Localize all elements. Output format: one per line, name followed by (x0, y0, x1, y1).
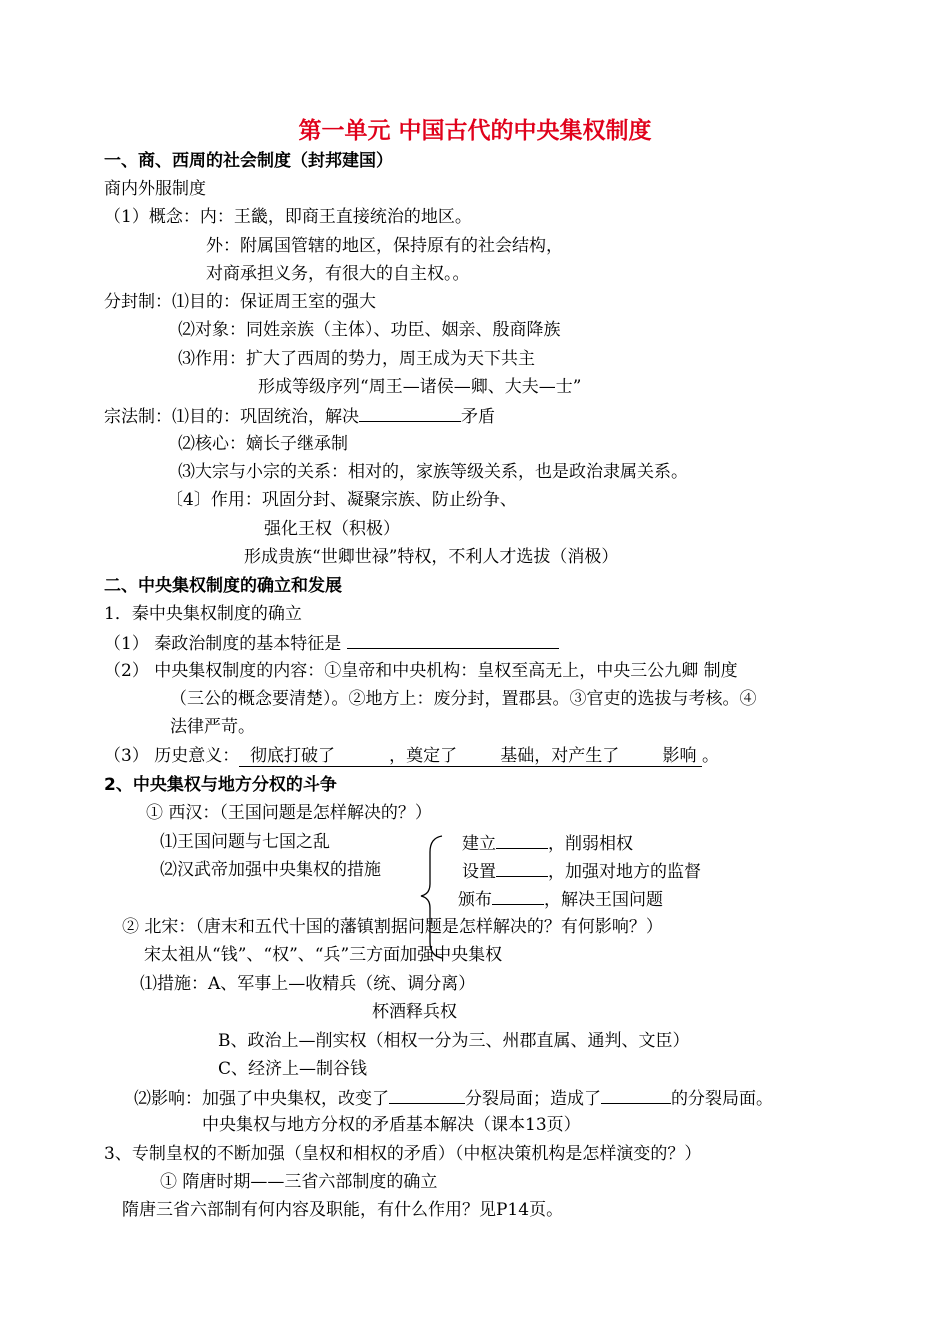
text-line: 形成贵族“世卿世禄”特权，不利人才选拔（消极） (244, 547, 619, 567)
text-line: ① 西汉：（王国问题是怎样解决的？） (146, 803, 432, 823)
text-line (462, 831, 633, 855)
text-line: B、政治上—削实权（相权一分为三、州郡直属、通判、文臣） (218, 1031, 690, 1051)
text-line: （2） 中央集权制度的内容：①皇帝和中央机构：皇权至高无上，中央三公九卿 制度 (104, 661, 738, 681)
text-line: ⑵核心：嫡长子继承制 (178, 434, 348, 454)
text-line: （三公的概念要清楚）。②地方上：废分封，置郡县。③官吏的选拔与考核。④ (170, 689, 757, 709)
text-line: ⑶作用：扩大了西周的势力，周王成为天下共主 (178, 349, 535, 369)
underlined-text: 彻底打破了 ，奠定了 基础，对产生了 影响 (239, 746, 702, 766)
text-line: 商内外服制度 (104, 179, 206, 199)
text-line (104, 631, 559, 655)
text-line: ⑴王国问题与七国之乱 (160, 832, 330, 852)
text-segment: 。 (701, 746, 719, 766)
text-line: 中央集权与地方分权的矛盾基本解决（课本13页） (202, 1115, 581, 1135)
section-2-heading: 二、中央集权制度的确立和发展 (104, 576, 342, 596)
text-line: ⑵汉武帝加强中央集权的措施 (160, 860, 381, 880)
text-line: 法律严苛。 (170, 717, 255, 737)
text-line: 对商承担义务，有很大的自主权。。 (206, 264, 470, 284)
text-segment: ，加强对地方的监督 (548, 862, 701, 882)
section-1-heading: 一、商、西周的社会制度（封邦建国） (104, 151, 393, 171)
text-line: 杯酒释兵权 (372, 1002, 457, 1022)
text-segment: （3） 历史意义： (104, 746, 240, 766)
fill-blank (601, 1086, 671, 1104)
text-line (104, 745, 719, 767)
text-line (134, 1086, 773, 1110)
text-line: 强化王权（积极） (264, 519, 400, 539)
text-line: 3、专制皇权的不断加强（皇权和相权的矛盾）（中枢决策机构是怎样演变的？） (104, 1144, 702, 1164)
text-line: C、经济上—制谷钱 (218, 1059, 368, 1079)
fill-blank (347, 631, 559, 649)
fill-blank (496, 831, 548, 849)
text-line: ② 北宋：（唐末和五代十国的藩镇割据问题是怎样解决的？有何影响？） (122, 917, 663, 937)
section-3-heading: 2、中央集权与地方分权的斗争 (104, 775, 337, 795)
text-line: （1）概念：内：王畿，即商王直接统治的地区。 (104, 207, 472, 227)
fill-blank (492, 887, 544, 905)
text-line: 〔4〕作用：巩固分封、凝聚宗族、防止纷争、 (166, 490, 517, 510)
text-line: ⑵对象：同姓亲族（主体）、功臣、姻亲、殷商降族 (178, 320, 561, 340)
text-segment: （1） 秦政治制度的基本特征是 (104, 634, 342, 654)
text-line: ⑴措施：A、军事上—收精兵（统、调分离） (140, 974, 476, 994)
text-segment: 建立 (462, 834, 496, 854)
curly-brace-icon (418, 834, 444, 960)
text-segment: ⑵影响：加强了中央集权，改变了 (134, 1089, 389, 1109)
text-line: 分封制：⑴目的：保证周王室的强大 (104, 292, 376, 312)
text-line (104, 404, 495, 428)
text-line (458, 887, 663, 911)
text-segment: 的分裂局面。 (671, 1089, 773, 1109)
text-line: 宋太祖从“钱”、“权”、“兵”三方面加强中央集权 (144, 945, 503, 965)
fill-blank (389, 1086, 465, 1104)
text-segment: 颁布 (458, 890, 492, 910)
text-line: 外：附属国管辖的地区，保持原有的社会结构， (206, 236, 563, 256)
text-segment: 宗法制：⑴目的：巩固统治，解决 (104, 407, 359, 427)
text-segment: 分裂局面；造成了 (465, 1089, 601, 1109)
text-segment: 设置 (462, 862, 496, 882)
text-line: 1．秦中央集权制度的确立 (104, 604, 302, 624)
fill-blank (496, 859, 548, 877)
page-title: 第一单元 中国古代的中央集权制度 (298, 118, 652, 144)
text-line: 形成等级序列“周王—诸侯—卿、大夫—士” (258, 377, 582, 397)
text-line: 隋唐三省六部制有何内容及职能，有什么作用？见P14页。 (122, 1200, 564, 1220)
text-segment: 矛盾 (461, 407, 495, 427)
text-line: ⑶大宗与小宗的关系：相对的，家族等级关系，也是政治隶属关系。 (178, 462, 688, 482)
text-line (462, 859, 701, 883)
fill-blank (359, 404, 461, 422)
text-segment: ，削弱相权 (548, 834, 633, 854)
text-line: ① 隋唐时期——三省六部制度的确立 (160, 1172, 438, 1192)
text-segment: ，解决王国问题 (544, 890, 663, 910)
